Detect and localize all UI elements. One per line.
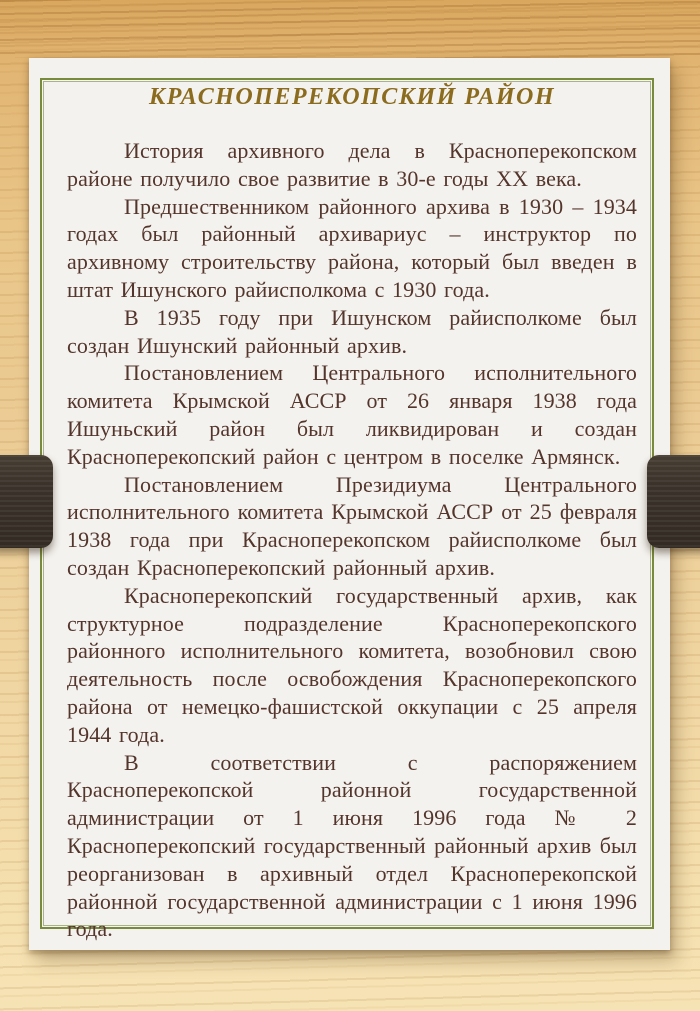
paragraph-1935: В 1935 году при Ишунском райисполкоме был создан Ишунский районный архив. xyxy=(67,304,637,358)
paragraph-predecessor: Предшественником районного архива в 1930 – 1934 годах был районный архивариус – инструктор по архивному строительству района, который был введен в штат Ишунского райисполкома с 1930 года. xyxy=(67,193,637,302)
paragraph-1938-january: Постановлением Центрального исполнительного комитета Крымской АССР от 26 января 1938 года Ишуньский район был ликвидирован и создан Красноперекопский район с центром в поселке Армянск. xyxy=(67,360,637,469)
paragraph-1944: Красноперекопский государственный архив, как структурное подразделение Красноперекопского районного исполнительного комитета, возобновил свою деятельность после освобождения Красноперекопского района от немецко-фашистской оккупации с 25 апреля 1944 года. xyxy=(67,582,637,747)
paragraph-history: История архивного дела в Красноперекопском районе получило свое развитие в 30-е годы ХХ века. xyxy=(67,138,637,191)
page-title: КРАСНОПЕРЕКОПСКИЙ РАЙОН xyxy=(148,84,556,110)
strap-end-right xyxy=(647,455,700,548)
paragraph-1938-february: Постановлением Президиума Центрального исполнительного комитета Крымской АССР от 25 февраля 1938 года при Красноперекопском райисполкоме был создан Красноперекопский районный архив. xyxy=(67,471,637,580)
slide-content xyxy=(67,84,637,943)
strap-end-left xyxy=(0,455,53,548)
body-text xyxy=(67,137,637,943)
paper-card xyxy=(29,58,670,950)
paragraph-1996: В соответствии с распоряжением Красноперекопской районной государственной администрации от 1 июня 1996 года № 2 Красноперекопский государственный районный архив был реорганизован в архивный отдел Красноперекопской районной государственной администрации с 1 июня 1996 года. xyxy=(67,749,637,942)
wood-grain-texture xyxy=(0,0,700,58)
